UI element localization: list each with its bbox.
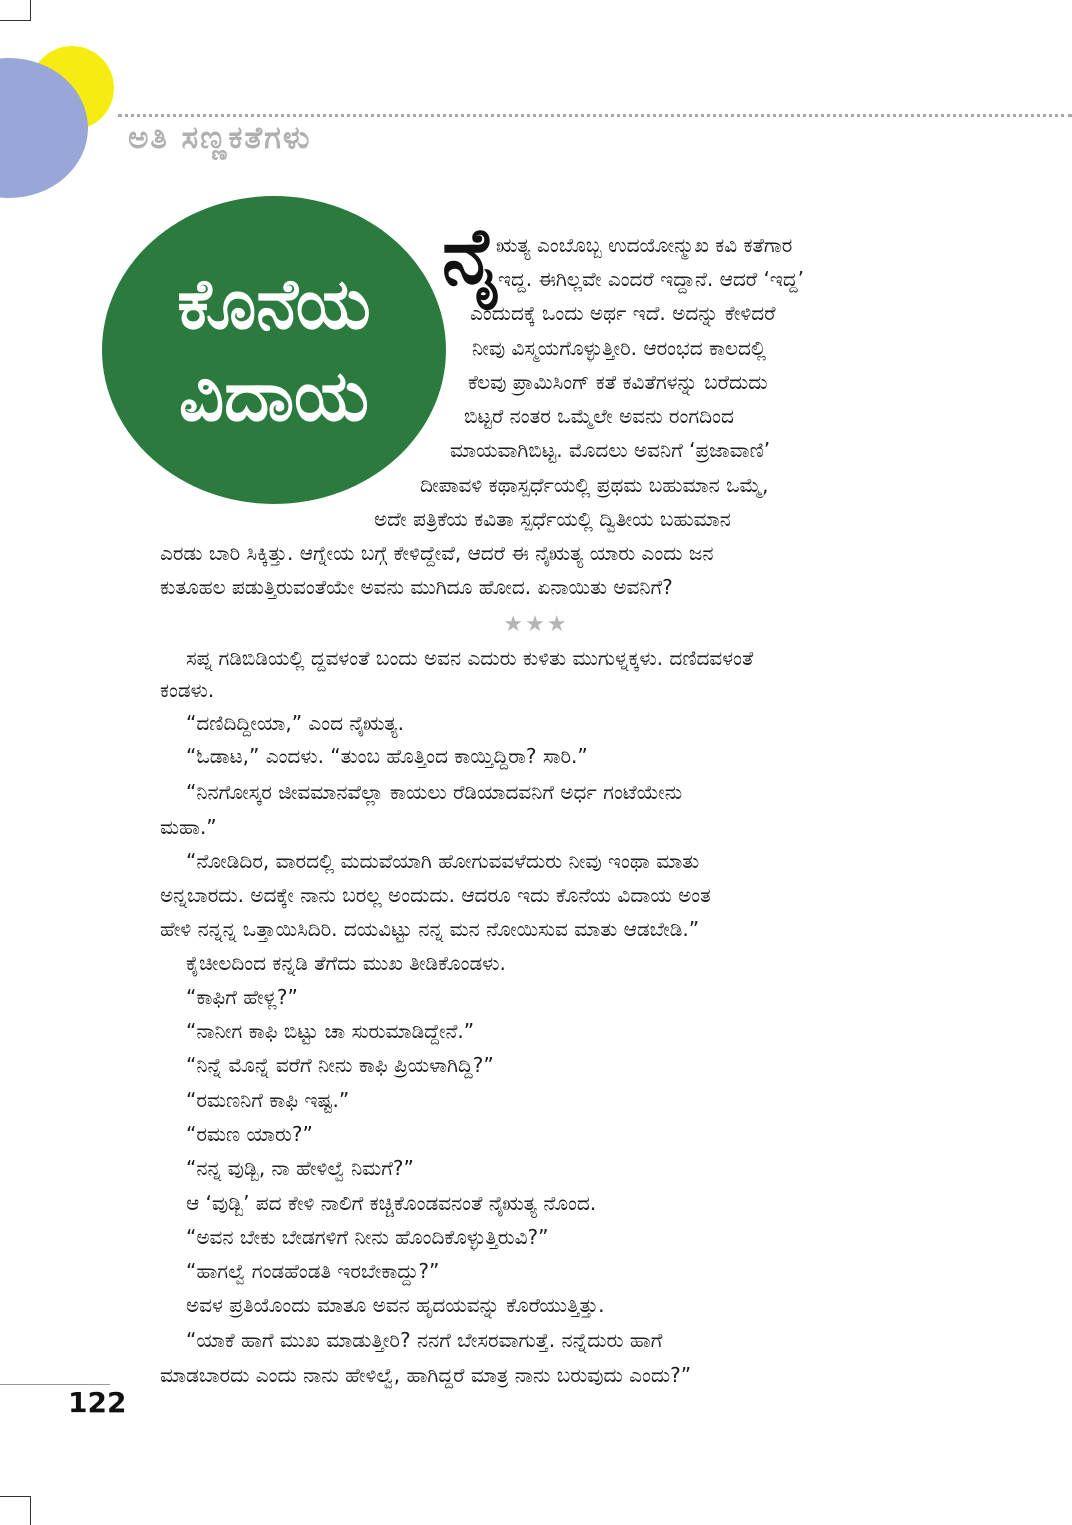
crop-mark-bottom bbox=[0, 1496, 30, 1497]
body-line: ಹೇಳಿ ನನ್ನನ್ನ ಒತ್ತಾಯಿಸಿದಿರಿ. ದಯವಿಟ್ಟು ನನ್ನ ಮನ ನೋಯಿಸುವ ಮಾತು ಆಡಬೇಡಿ.” bbox=[160, 917, 700, 941]
body-line: “ಕಾಫಿಗೆ ಹೇಳ್ಲ?” bbox=[186, 985, 298, 1009]
body-line: ಕಂಡಳು. bbox=[160, 678, 215, 702]
body-line: “ನಿನ್ನೆ ಮೊನ್ನೆ ವರೆಗೆ ನೀನು ಕಾಫಿ ಪ್ರಿಯಳಾಗಿದ್ದಿ?” bbox=[186, 1053, 494, 1077]
intro-line: ಬಿಟ್ಟರೆ ನಂತರ ಒಮ್ಮೆಲೇ ಅವನು ರಂಗದಿಂದ bbox=[464, 404, 734, 428]
body-line: “ಹಾಗಲ್ವೆ ಗಂಡಹೆಂಡತಿ ಇರಬೇಕಾದ್ದು?” bbox=[186, 1259, 440, 1283]
story-title-line-1: ಕೊನೆಯ bbox=[177, 263, 371, 345]
body-line: ಮಹಾ.” bbox=[160, 815, 217, 839]
intro-line: ಕುತೂಹಲ ಪಡುತ್ತಿರುವಂತೆಯೇ ಅವನು ಮುಗಿದೂ ಹೋದ. ಏನಾಯಿತು ಅವನಿಗೆ? bbox=[160, 575, 673, 599]
drop-cap: ನೈ bbox=[442, 212, 502, 302]
intro-line: ಅದೇ ಪತ್ರಿಕೆಯ ಕವಿತಾ ಸ್ಪರ್ಧೆಯಲ್ಲಿ ದ್ವಿತೀಯ ಬಹುಮಾನ bbox=[374, 507, 731, 531]
body-line: “ದಣಿದಿದ್ದೀಯಾ,” ಎಂದ ನೈಋತ್ಯ. bbox=[186, 711, 404, 735]
body-line: “ನೋಡಿದಿರ, ವಾರದಲ್ಲಿ ಮದುವೆಯಾಗಿ ಹೋಗುವವಳೆದುರು ನೀವು ಇಂಥಾ ಮಾತು bbox=[186, 849, 700, 873]
story-title-line-2: ವಿದಾಯ bbox=[178, 355, 370, 437]
body-line: “ನನ್ನ ವುಡ್ಬಿ, ನಾ ಹೇಳಿಲ್ವೆ ನಿಮಗೆ?” bbox=[186, 1156, 414, 1180]
intro-line: ಋತ್ಯ ಎಂಬೊಬ್ಬ ಉದಯೋನ್ಮುಖ ಕವಿ ಕತೆಗಾರ bbox=[496, 233, 793, 257]
crop-mark-top bbox=[0, 20, 30, 21]
body-line: ಮಾಡಬಾರದು ಎಂದು ನಾನು ಹೇಳಿಲ್ವೆ, ಹಾಗಿದ್ದರೆ ಮಾತ್ರ ನಾನು ಬರುವುದು ಎಂದು?” bbox=[160, 1363, 692, 1387]
body-line: “ಯಾಕೆ ಹಾಗೆ ಮುಖ ಮಾಡುತ್ತೀರಿ? ನನಗೆ ಬೇಸರವಾಗುತ್ತೆ. ನನ್ನೆದುರು ಹಾಗೆ bbox=[186, 1328, 663, 1352]
intro-line: ಕೆಲವು ಪ್ರಾಮಿಸಿಂಗ್ ಕತೆ ಕವಿತೆಗಳನ್ನು ಬರೆದುದು bbox=[468, 370, 768, 394]
section-separator-stars: ★★★ bbox=[503, 612, 569, 637]
body-line: “ರಮಣನಿಗೆ ಕಾಫಿ ಇಷ್ಟ.” bbox=[186, 1088, 350, 1112]
intro-line: ಎಂದುದಕ್ಕೆ ಒಂದು ಅರ್ಥ ಇದೆ. ಅದನ್ನು ಕೇಳಿದರೆ bbox=[470, 301, 776, 325]
body-line: “ರಮಣ ಯಾರು?” bbox=[186, 1122, 313, 1146]
intro-line: ದೀಪಾವಳಿ ಕಥಾಸ್ಪರ್ಧೆಯಲ್ಲಿ ಪ್ರಥಮ ಬಹುಮಾನ ಒಮ್ಮೆ, bbox=[420, 473, 769, 497]
crop-mark-top bbox=[30, 0, 31, 21]
story-title-disc bbox=[102, 196, 446, 504]
body-line: ಕೈಚೀಲದಿಂದ ಕನ್ನಡಿ ತೆಗೆದು ಮುಖ ತೀಡಿಕೊಂಡಳು. bbox=[186, 951, 506, 975]
intro-line: ನೀವು ವಿಸ್ಮಯಗೊಳ್ಳುತ್ತೀರಿ. ಆರಂಭದ ಕಾಲದಲ್ಲಿ bbox=[472, 336, 767, 360]
intro-line: ಇದ್ದ. ಈಗಿಲ್ಲವೇ ಎಂದರೆ ಇದ್ದಾನೆ. ಆದರೆ ‘ಇದ್ದ’ bbox=[498, 267, 804, 291]
body-line: ಸಪ್ನ ಗಡಿಬಿಡಿಯಲ್ಲಿ ದ್ದವಳಂತೆ ಬಂದು ಅವನ ಎದುರು ಕುಳಿತು ಮುಗುಳ್ನಕ್ಕಳು. ದಣಿದವಳಂತೆ bbox=[186, 646, 754, 670]
body-line: “ನಾನೀಗ ಕಾಫಿ ಬಿಟ್ಟು ಚಾ ಸುರುಮಾಡಿದ್ದೇನೆ.” bbox=[186, 1019, 475, 1043]
body-line: ಆ ‘ವುಡ್ಬಿ’ ಪದ ಕೇಳಿ ನಾಲಿಗೆ ಕಚ್ಚಿಕೊಂಡವನಂತೆ ನೈಋತ್ಯ ನೊಂದ. bbox=[186, 1191, 597, 1215]
intro-line: ಎರಡು ಬಾರಿ ಸಿಕ್ಕಿತ್ತು. ಆಗ್ನೇಯ ಬಗ್ಗೆ ಕೇಳಿದ್ದೇವೆ, ಆದರೆ ಈ ನೈಋತ್ಯ ಯಾರು ಎಂದು ಜನ bbox=[160, 541, 714, 565]
body-line: ಅವಳ ಪ್ರತಿಯೊಂದು ಮಾತೂ ಅವನ ಹೃದಯವನ್ನು ಕೊರೆಯುತ್ತಿತ್ತು. bbox=[186, 1293, 605, 1317]
body-line: “ನಿನಗೋಸ್ಕರ ಜೀವಮಾನವೆಲ್ಲಾ ಕಾಯಲು ರೆಡಿಯಾದವನಿಗೆ ಅರ್ಧ ಗಂಟೆಯೇನು bbox=[186, 780, 683, 804]
header-dotted-rule bbox=[118, 114, 1072, 117]
body-line: “ಓಡಾಟ,” ಎಂದಳು. “ತುಂಬ ಹೊತ್ತಿಂದ ಕಾಯ್ತಿದ್ದಿರಾ? ಸಾರಿ.” bbox=[186, 744, 588, 768]
section-label: ಅತಿ ಸಣ್ಣಕತೆಗಳು bbox=[128, 120, 312, 156]
intro-line: ಮಾಯವಾಗಿಬಿಟ್ಟ. ಮೊದಲು ಅವನಿಗೆ ‘ಪ್ರಜಾವಾಣಿ’ bbox=[450, 438, 771, 462]
crop-mark-bottom bbox=[30, 1496, 31, 1525]
body-line: “ಅವನ ಬೇಕು ಬೇಡಗಳಿಗೆ ನೀನು ಹೊಂದಿಕೊಳ್ಳುತ್ತಿರುವಿ?” bbox=[186, 1225, 549, 1249]
page-number: 122 bbox=[68, 1386, 127, 1419]
body-line: ಅನ್ನಬಾರದು. ಅದಕ್ಕೇ ನಾನು ಬರಲ್ಲ ಅಂದುದು. ಆದರೂ ಇದು ಕೊನೆಯ ವಿದಾಯ ಅಂತ bbox=[160, 883, 711, 907]
footer-rule bbox=[0, 1384, 110, 1385]
